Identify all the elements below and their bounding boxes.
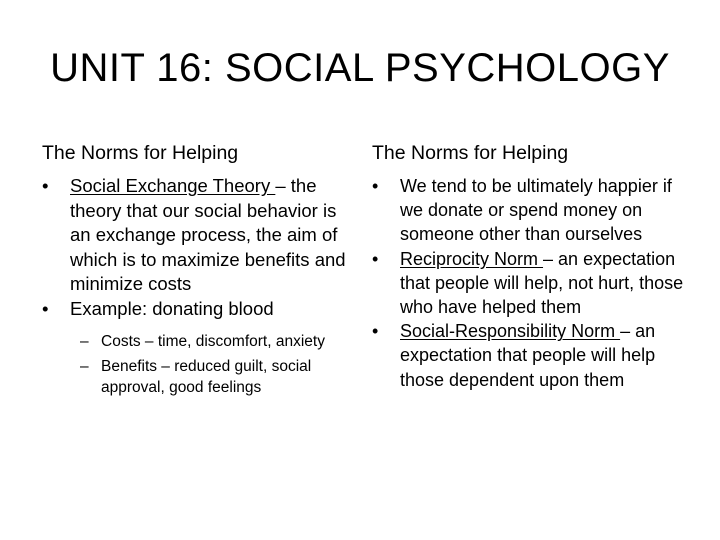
bullet-marker: • <box>42 175 49 196</box>
costs-text: Costs – time, discomfort, anxiety <box>101 332 325 350</box>
benefits-text: Benefits – reduced guilt, social approval, good feelings <box>101 357 312 396</box>
dash-marker: – <box>80 332 89 350</box>
term-social-exchange-theory: Social Exchange Theory <box>70 175 276 196</box>
term-reciprocity-norm: Reciprocity Norm <box>400 248 544 269</box>
sub-bullet-benefits <box>70 356 347 398</box>
bullet-reciprocity-norm <box>372 247 684 320</box>
dash-marker: – <box>80 357 89 375</box>
right-bullet-list <box>372 174 684 392</box>
bullet-marker: • <box>372 248 379 269</box>
example-sub-list <box>70 331 347 398</box>
term-social-responsibility-norm: Social-Responsibility Norm <box>400 321 621 342</box>
bullet-social-responsibility-norm <box>372 319 684 392</box>
bullet-example <box>42 297 347 398</box>
definition-reciprocity-norm: – an expectation that people will help, not hurt, those who have helped them <box>400 248 684 318</box>
left-column <box>42 140 347 402</box>
right-column <box>372 140 684 392</box>
left-column-heading: The Norms for Helping <box>42 142 239 164</box>
donate-happier-text: We tend to be ultimately happier if we donate or spend money on someone other than ourselves <box>400 176 672 245</box>
bullet-social-exchange-theory <box>42 174 347 297</box>
slide-title: UNIT 16: SOCIAL PSYCHOLOGY <box>50 46 670 90</box>
example-text: Example: donating blood <box>70 297 274 319</box>
bullet-marker: • <box>42 297 49 319</box>
definition-social-exchange-theory: – the theory that our social behavior is an exchange process, the aim of which is to maximize benefits and minimize costs <box>70 175 346 295</box>
left-bullet-list <box>42 174 347 398</box>
definition-social-responsibility-norm: – an expectation that people will help those dependent upon them <box>400 321 656 390</box>
right-column-heading: The Norms for Helping <box>372 142 569 164</box>
bullet-donate-happier <box>372 174 684 247</box>
bullet-marker: • <box>372 176 379 196</box>
bullet-marker: • <box>372 321 379 342</box>
sub-bullet-costs <box>70 331 347 352</box>
